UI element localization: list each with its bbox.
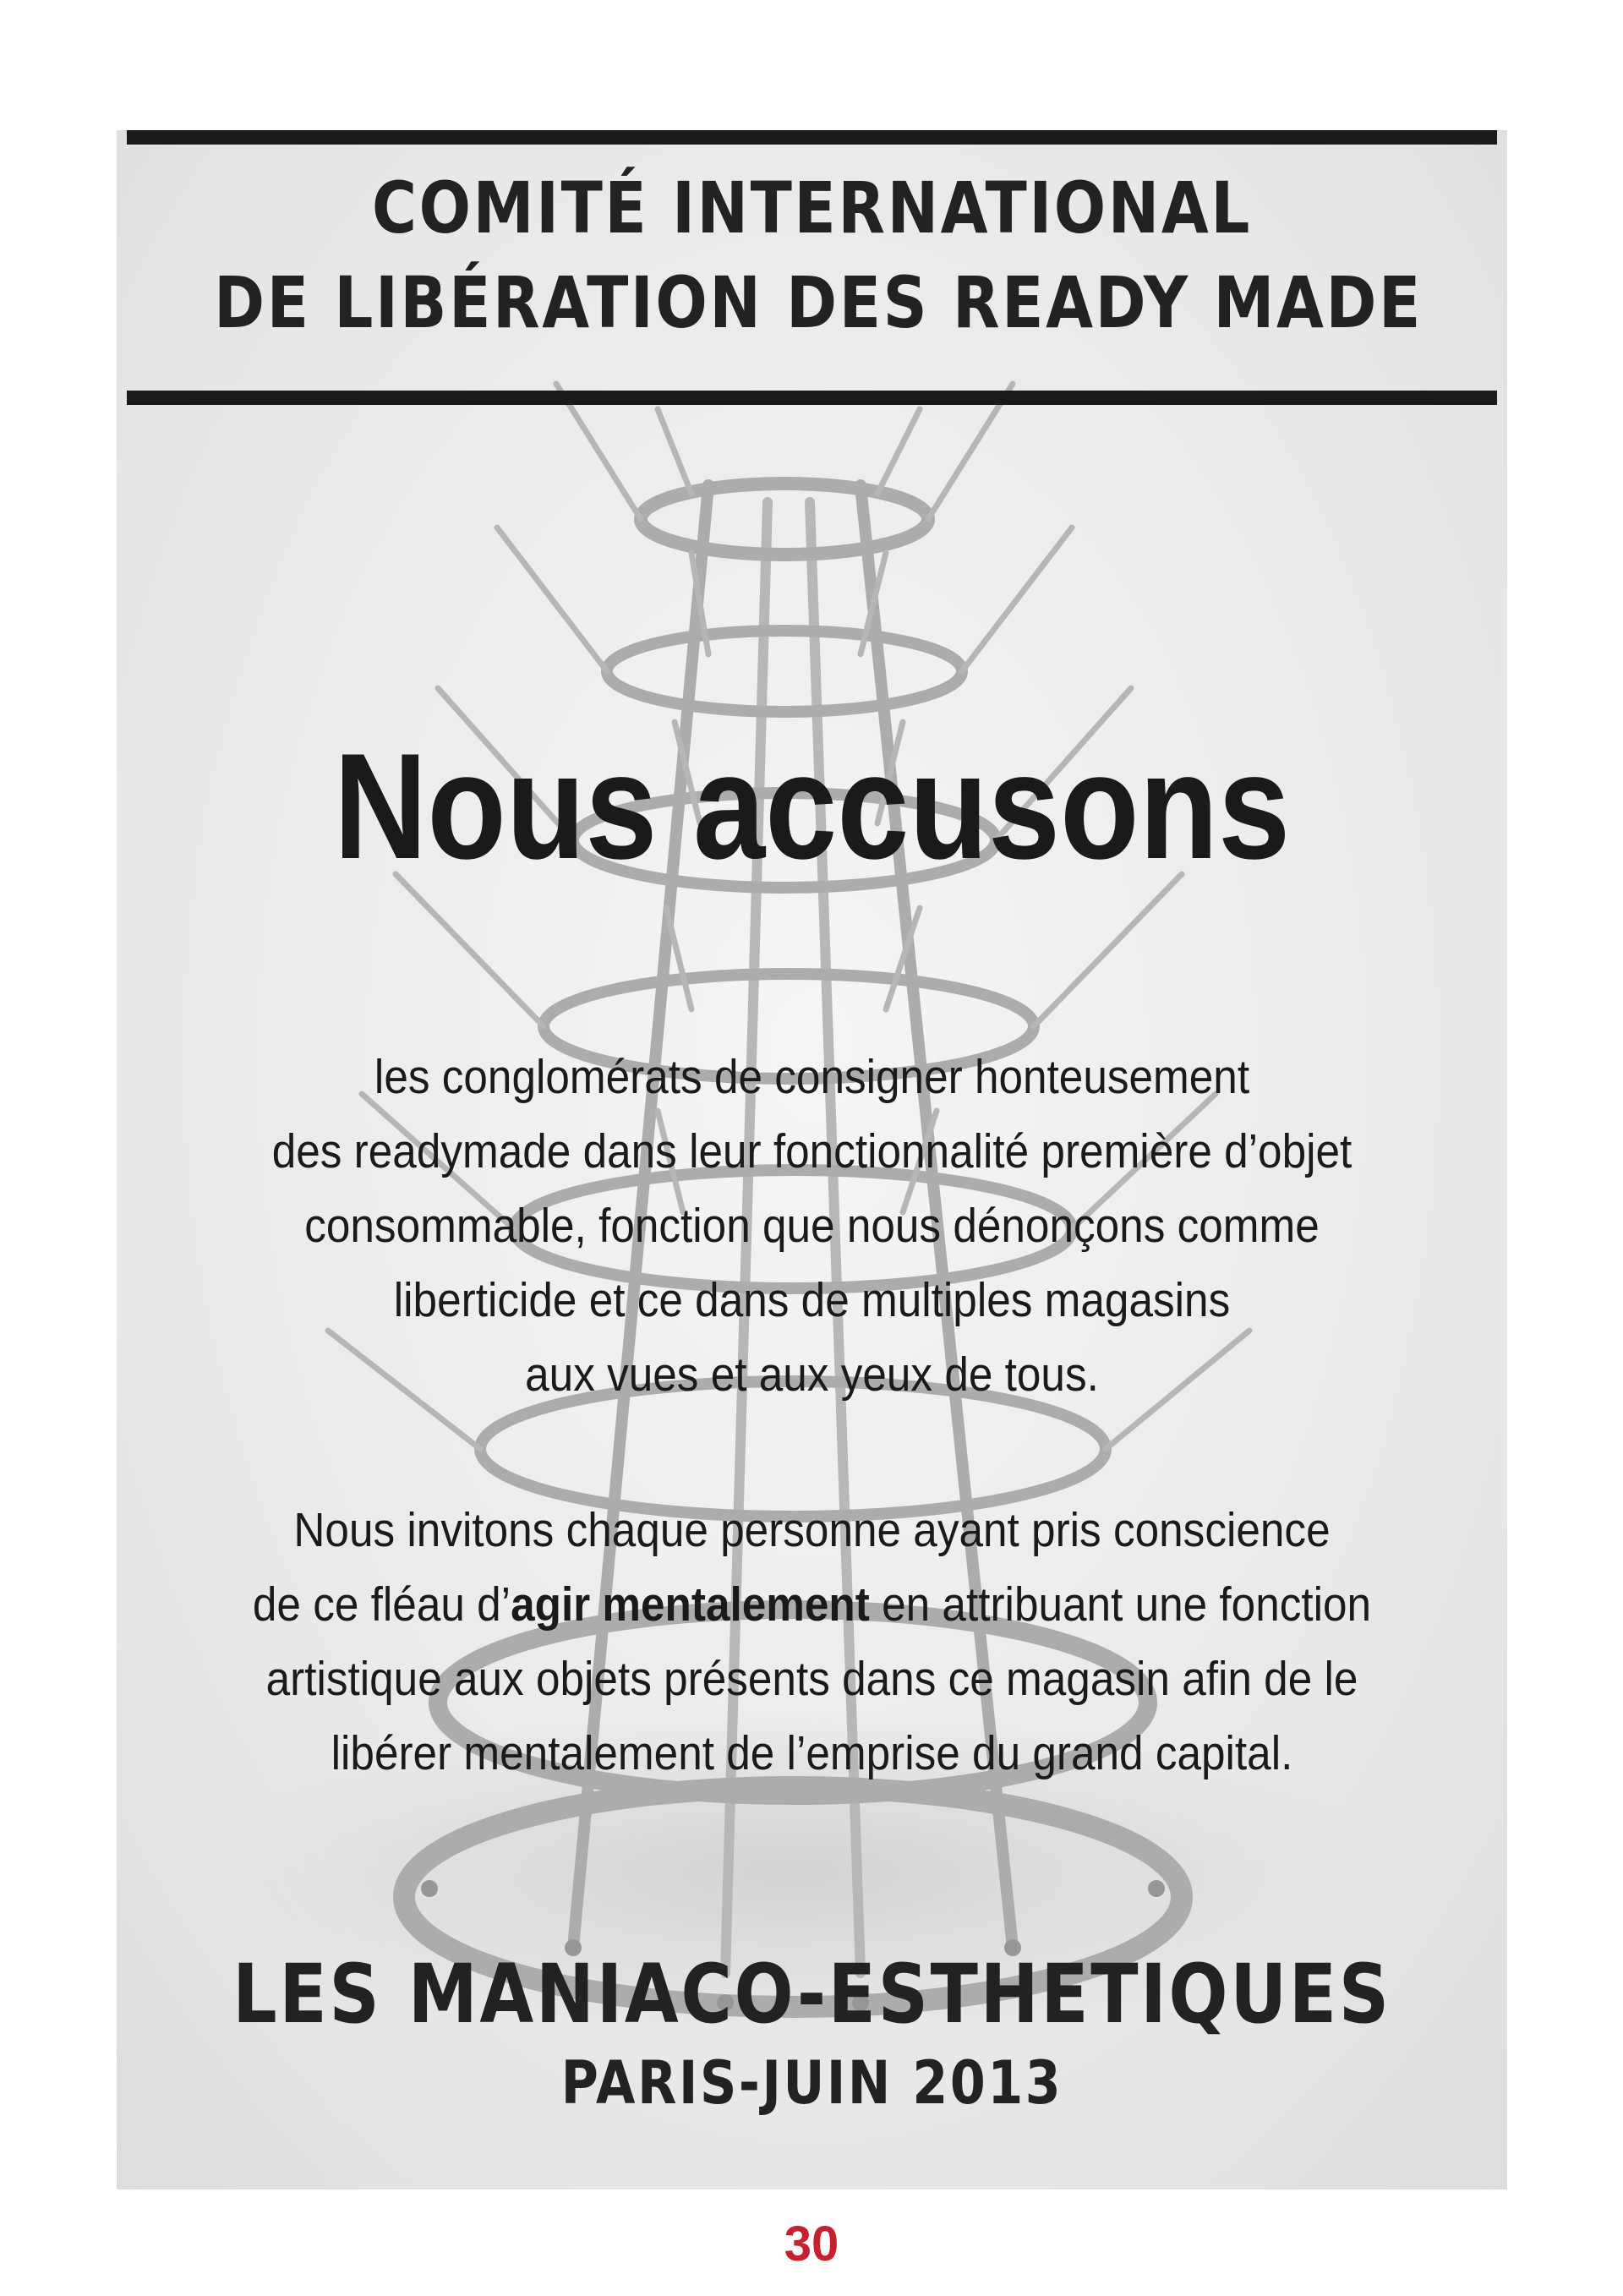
paragraph-invitation xyxy=(117,1493,1507,1790)
emphasis-text: agir mentalement xyxy=(511,1577,870,1632)
paragraph-line: artistique aux objets présents dans ce magasin afin de le xyxy=(265,1652,1358,1706)
paragraph-accusation xyxy=(117,1040,1507,1412)
header-rule-bottom xyxy=(127,391,1497,405)
paragraph-line: libérer mentalement de l’emprise du grand capital. xyxy=(331,1726,1293,1780)
paragraph-text: de ce fléau d’ xyxy=(252,1577,511,1632)
main-heading: Nous accusons xyxy=(333,722,1291,890)
header-title xyxy=(214,161,1423,350)
paragraph-text: en attribuant une fonction xyxy=(869,1577,1372,1632)
paragraph-line: les conglomérats de consigner honteusement xyxy=(374,1050,1250,1104)
signature-date: PARIS-JUIN 2013 xyxy=(560,2048,1063,2118)
paragraph-line: aux vues et aux yeux de tous. xyxy=(525,1348,1099,1402)
paragraph-line: consommable, fonction que nous dénonçons comme xyxy=(304,1199,1320,1253)
signature: LES MANIACO-ESTHETIQUES xyxy=(232,1947,1391,2042)
poster xyxy=(117,130,1507,2189)
paragraph-line: des readymade dans leur fonctionnalité première d’objet xyxy=(271,1124,1352,1178)
header-rule-top xyxy=(127,130,1497,145)
header-title-line-1: COMITÉ INTERNATIONAL xyxy=(372,167,1252,249)
paragraph-line xyxy=(186,1567,1438,1642)
paragraph-line: Nous invitons chaque personne ayant pris conscience xyxy=(293,1503,1331,1557)
header-title-line-2: DE LIBÉRATION DES READY MADE xyxy=(214,261,1423,344)
paragraph-line: liberticide et ce dans de multiples magasins xyxy=(393,1273,1231,1327)
page-number: 30 xyxy=(784,2217,839,2271)
